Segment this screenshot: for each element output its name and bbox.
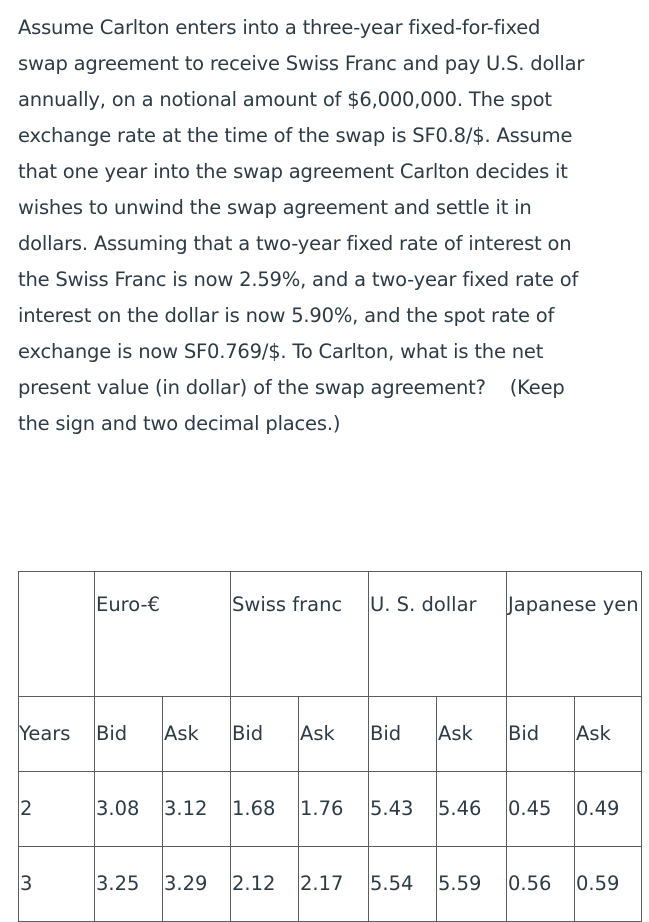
rate-cell: 3.08	[95, 772, 163, 847]
question-line: Assume Carlton enters into a three-year fixed-for-fixed	[18, 16, 541, 39]
currency-header-swiss-franc: Swiss franc	[231, 572, 369, 697]
rate-cell: 3.25	[95, 847, 163, 922]
question-line: the Swiss Franc is now 2.59%, and a two-year fixed rate of	[18, 268, 579, 291]
rate-cell: 3.12	[163, 772, 231, 847]
rate-cell: 3.29	[163, 847, 231, 922]
rate-cell: 5.46	[437, 772, 507, 847]
rate-cell: 1.76	[299, 772, 369, 847]
years-cell: 2	[19, 772, 95, 847]
table-row	[19, 772, 642, 847]
question-line: annually, on a notional amount of $6,000,000. The spot	[18, 88, 552, 111]
question-line: present value (in dollar) of the swap agreement? (Keep	[18, 376, 565, 399]
currency-header-us-dollar: U. S. dollar	[369, 572, 507, 697]
years-header: Years	[19, 697, 95, 772]
bid-header: Bid	[231, 697, 299, 772]
header-empty-cell	[19, 572, 95, 697]
years-cell: 3	[19, 847, 95, 922]
ask-header: Ask	[299, 697, 369, 772]
currency-header-euro: Euro-€	[95, 572, 231, 697]
currency-header-row	[19, 572, 642, 697]
bid-header: Bid	[369, 697, 437, 772]
ask-header: Ask	[437, 697, 507, 772]
ask-header: Ask	[575, 697, 642, 772]
question-line: the sign and two decimal places.)	[18, 412, 341, 435]
rate-cell: 0.49	[575, 772, 642, 847]
question-line: interest on the dollar is now 5.90%, and the spot rate of	[18, 304, 555, 327]
table-row	[19, 847, 642, 922]
rate-cell: 2.12	[231, 847, 299, 922]
question-line: that one year into the swap agreement Carlton decides it	[18, 160, 568, 183]
rate-cell: 1.68	[231, 772, 299, 847]
question-line: exchange is now SF0.769/$. To Carlton, what is the net	[18, 340, 544, 363]
ask-header: Ask	[163, 697, 231, 772]
rate-cell: 0.56	[507, 847, 575, 922]
bid-header: Bid	[507, 697, 575, 772]
question-line: swap agreement to receive Swiss Franc and pay U.S. dollar	[18, 52, 585, 75]
rate-cell: 0.45	[507, 772, 575, 847]
rate-cell: 5.54	[369, 847, 437, 922]
bid-ask-header-row	[19, 697, 642, 772]
question-line: dollars. Assuming that a two-year fixed rate of interest on	[18, 232, 572, 255]
currency-header-japanese-yen: Japanese yen	[507, 572, 642, 697]
rate-cell: 5.59	[437, 847, 507, 922]
rate-cell: 2.17	[299, 847, 369, 922]
question-line: wishes to unwind the swap agreement and settle it in	[18, 196, 532, 219]
interest-rate-table	[18, 571, 642, 922]
bid-header: Bid	[95, 697, 163, 772]
rate-cell: 0.59	[575, 847, 642, 922]
question-line: exchange rate at the time of the swap is SF0.8/$. Assume	[18, 124, 573, 147]
question-text	[18, 10, 640, 442]
rate-cell: 5.43	[369, 772, 437, 847]
